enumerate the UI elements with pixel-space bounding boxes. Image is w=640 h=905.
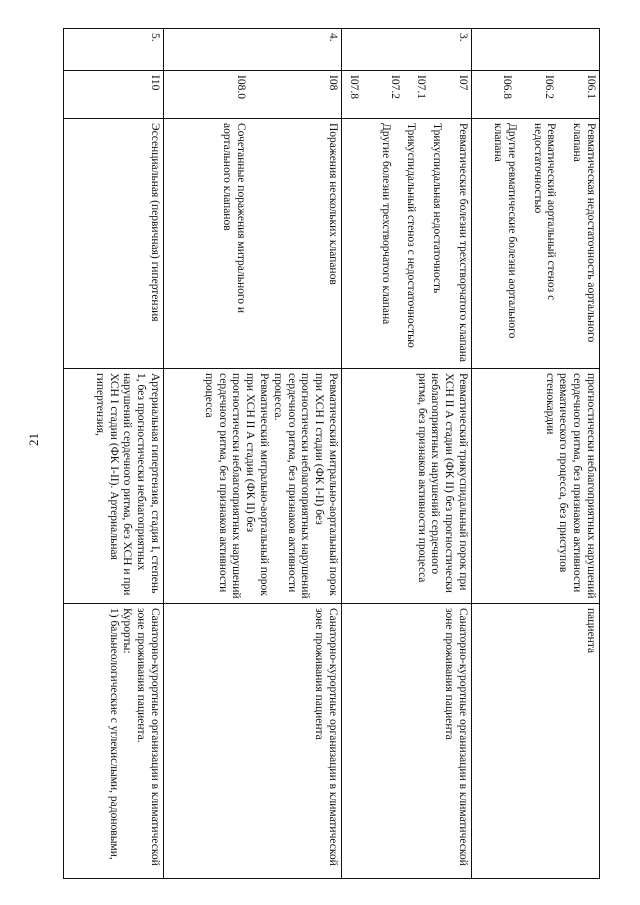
table-row [164,29,342,879]
row-number: 5. [64,29,164,71]
diagnosis-cell [64,119,164,369]
icd-code: I07.8 [347,75,360,99]
diagnosis-text: Трикуспидальная недостаточность [431,123,444,294]
diagnosis-text: Ревматические болезни трехстворчатого клапана [457,123,469,362]
table-row [64,29,164,879]
icd-code: I07 [457,75,469,91]
diagnosis-text: Эссенциальная (первичная) гипертензия [149,123,161,322]
treatment-conditions-cell: Санаторно-курортные организации в климатической зоне проживания пациента [164,604,342,879]
icd-code: I07.2 [389,75,402,99]
patient-model-cell: Ревматический трикуспидальный порок при ХСН II А стадии (ФК II) без прогностически неблагоприятных нарушений сердечного ритма, без признаков активности процесса [342,369,472,604]
patient-model-text: Ревматический митрально-аортальный порок при ХСН II А стадии (ФК II) без прогностически неблагоприятных нарушений сердечного ритма, без признаков активности процесса [202,373,271,599]
diagnosis-text: Другие ревматические болезни аортального клапана [492,123,518,339]
treatment-conditions-cell: пациента [472,604,600,879]
icd-code: I06.8 [501,75,514,99]
icd-codes-cell [472,71,600,119]
diagnosis-text: Сочетанные поражения митрального и аортального клапанов [221,123,248,314]
patient-model-cell: Артериальная гипертензия, стадия I, степень 1, без прогностически неблагоприятных нарушений сердечного ритма, без ХСН и при ХСН I стадии (ФК I-II). Артериальная гипертензия, [64,369,164,604]
diagnosis-text: Другие болезни трехстворчатого клапана [379,123,392,325]
diagnosis-text: Ревматический аортальный стеноз с недостаточностью [531,123,558,301]
treatment-conditions-cell: Санаторно-курортные организации в климатической зоне проживания пациента [342,604,472,879]
sanatorium-indications-table [63,28,600,879]
diagnosis-cell [164,119,342,369]
icd-code: I10 [149,75,161,91]
diagnosis-text: Трикуспидальный стеноз с недостаточностью [405,123,418,348]
row-number: 3. [342,29,472,71]
treatment-conditions-text: Курорты: [121,608,134,654]
icd-code: I08 [327,75,339,91]
patient-model-cell: прогностически неблагоприятных нарушений сердечного ритма, без признаков активности ревматического процесса, без приступов стенокардии [472,369,600,604]
patient-model-cell [164,369,342,604]
patient-model-text: Ревматический митрально-аортальный порок при ХСН I стадии (ФК I-II) без прогностически неблагоприятных нарушений сердечного ритма, без признаков активности процесса. [271,373,339,599]
icd-codes-cell [342,71,472,119]
table-row [472,29,600,879]
icd-code: I06.1 [585,75,597,99]
treatment-conditions-cell [64,604,164,879]
row-number: 4. [164,29,342,71]
icd-codes-cell [164,71,342,119]
diagnosis-cell [342,119,472,369]
row-number [472,29,600,71]
table-row [342,29,472,879]
treatment-conditions-text: 1) бальнеологические с углекислыми, радоновыми, [107,608,120,860]
diagnosis-text: Поражения нескольких клапанов [327,123,339,285]
treatment-conditions-text: Санаторно-курортные организации в климатической зоне проживания пациента. [135,608,161,866]
icd-code: I08.0 [235,75,248,99]
page-number: 21 [26,433,41,446]
icd-code: I07.1 [415,75,428,99]
icd-code: I06.2 [543,75,556,99]
diagnosis-cell [472,119,600,369]
diagnosis-text: Ревматическая недостаточность аортального клапана [571,123,597,343]
icd-codes-cell [64,71,164,119]
